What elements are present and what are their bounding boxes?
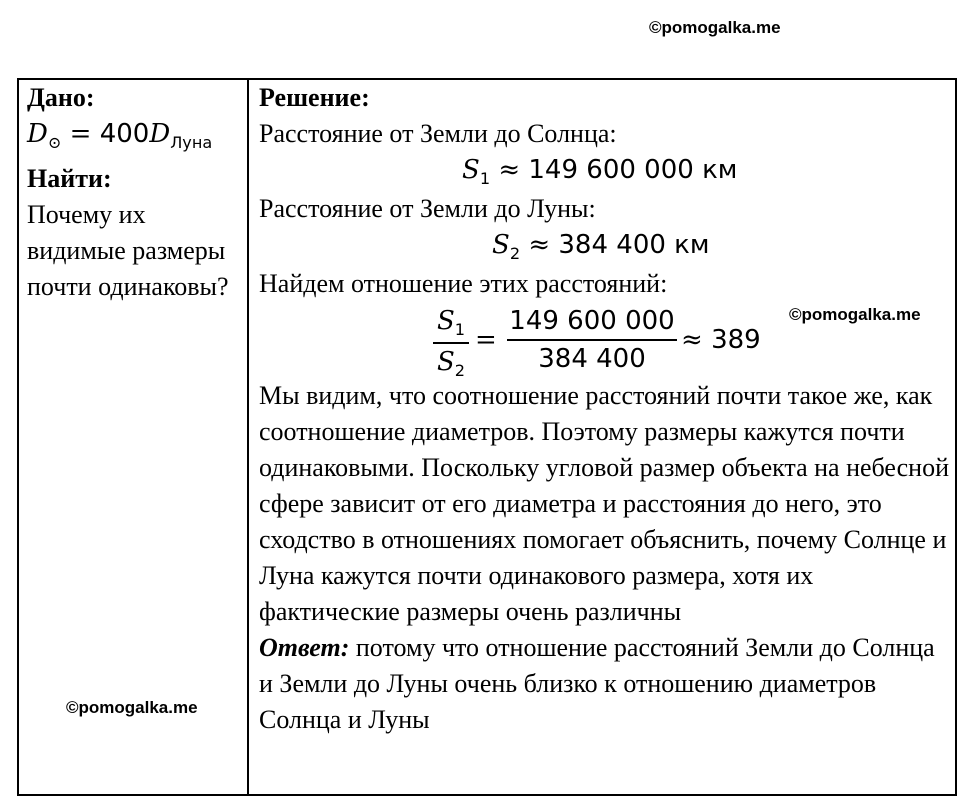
ratio-result-value: 389 — [711, 325, 761, 355]
ratio-num-var: S — [436, 306, 455, 336]
ratio-denominator: 384 400 — [538, 344, 646, 374]
answer-label: Ответ: — [259, 633, 350, 662]
watermark-top: ©pomogalka.me — [649, 18, 781, 37]
ratio-formula — [259, 302, 949, 378]
column-divider — [247, 78, 249, 796]
ratio-approx: ≈ — [681, 325, 703, 355]
answer-text: потому что отношение расстояний Земли до Солнца и Земли до Луны очень близко к отношению диаметров Солнца и Луны — [259, 633, 935, 734]
s2-formula — [259, 227, 949, 266]
s2-op: ≈ — [528, 230, 551, 260]
s1-formula — [259, 152, 949, 191]
find-question: Почему их видимые размеры почти одинаковы? — [27, 200, 229, 301]
answer — [259, 630, 949, 738]
s2-var: S — [492, 230, 510, 260]
fraction-bar — [507, 339, 677, 341]
given-rhs-sub: Луна — [170, 132, 213, 152]
s1-var: S — [462, 155, 480, 185]
ratio-numeric-fraction — [507, 304, 677, 376]
given-lhs-var: D — [27, 119, 48, 149]
ratio-den-var: S — [436, 347, 455, 377]
watermark-bottom: ©pomogalka.me — [66, 698, 198, 717]
ratio-numerator: 149 600 000 — [509, 306, 675, 336]
given-column — [27, 80, 242, 305]
s1-op: ≈ — [498, 155, 521, 185]
fraction-bar — [433, 342, 469, 344]
given-heading: Дано: — [27, 83, 95, 112]
s1-value: 149 600 000 км — [528, 155, 738, 185]
s2-sub: 2 — [509, 243, 521, 263]
ratio-label: Найдем отношение этих расстояний: — [259, 269, 668, 298]
given-coef: 400 — [99, 119, 150, 149]
watermark-middle: ©pomogalka.me — [789, 305, 921, 324]
ratio-eq: = — [475, 325, 497, 355]
moon-distance-label: Расстояние от Земли до Луны: — [259, 194, 596, 223]
s2-value: 384 400 км — [558, 230, 710, 260]
explanation-text: Мы видим, что соотношение расстояний почти такое же, как соотношение диаметров. Поэтому размеры кажутся почти одинаковыми. Поскольку угловой размер объекта на небесной сфере зависит от его диаметра и расстояния до него, это сходство в отношениях помогает объяснить, почему Солнце и Луна кажутся почти одинакового размера, хотя их фактические размеры очень различны — [259, 381, 949, 626]
sun-symbol-icon: ⊙ — [47, 132, 62, 152]
find-heading: Найти: — [27, 164, 112, 193]
ratio-num-sub: 1 — [454, 319, 466, 339]
given-rhs-var: D — [149, 119, 171, 149]
given-formula — [27, 116, 242, 155]
given-eq: = — [69, 119, 92, 149]
ratio-result — [681, 322, 761, 358]
s1-sub: 1 — [479, 168, 491, 188]
ratio-s-fraction — [433, 304, 469, 382]
solution-heading: Решение: — [259, 83, 370, 112]
sun-distance-label: Расстояние от Земли до Солнца: — [259, 119, 617, 148]
ratio-den-sub: 2 — [454, 360, 466, 380]
solution-column — [259, 80, 949, 738]
